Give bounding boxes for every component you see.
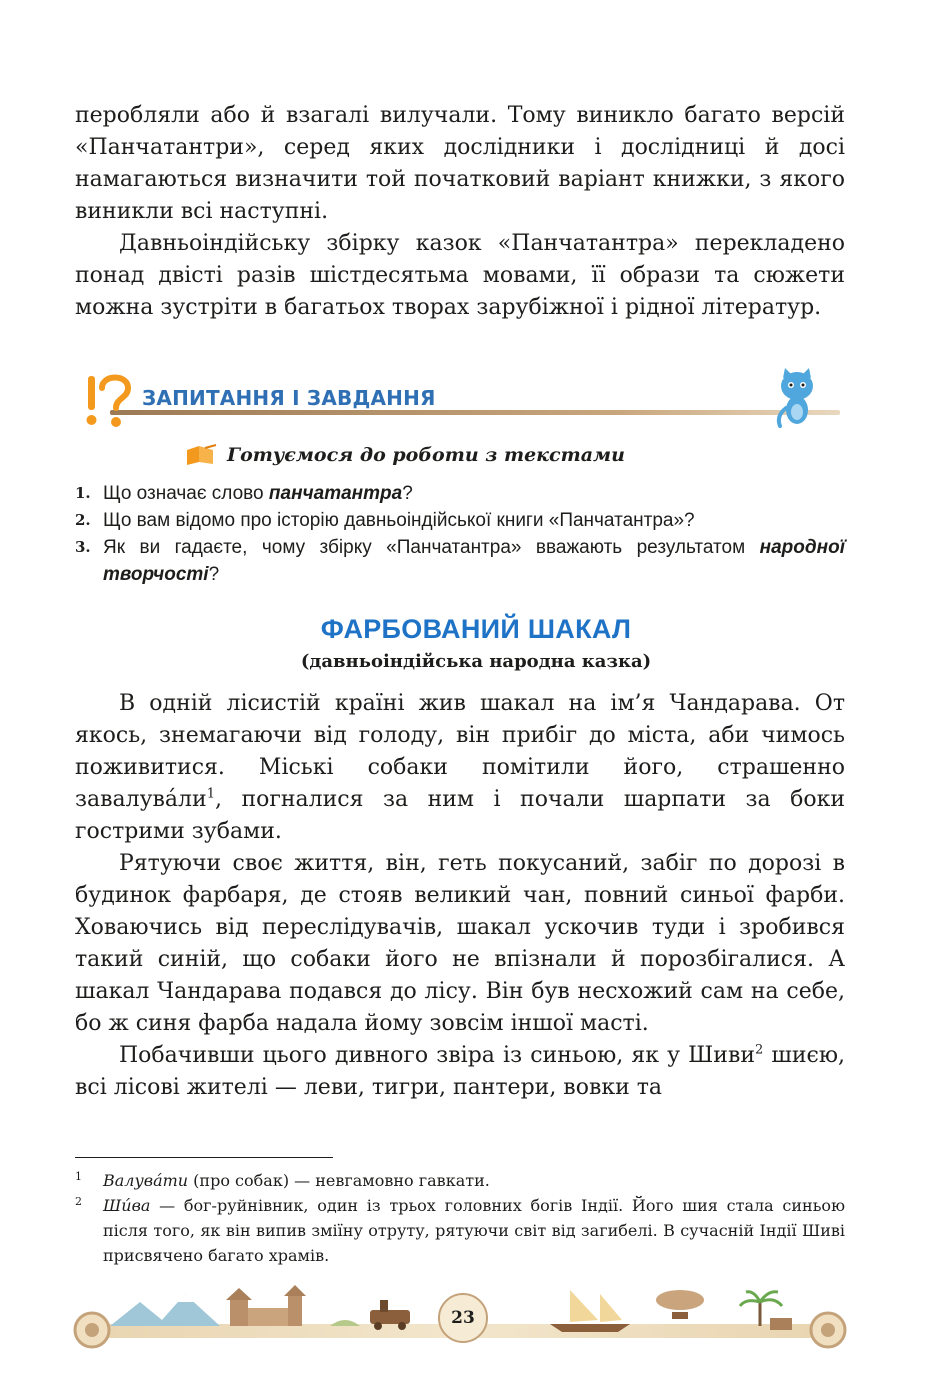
- story-title: ФАРБОВАНИЙ ШАКАЛ: [320, 614, 632, 644]
- section-title: ЗАПИТАННЯ І ЗАВДАННЯ: [142, 386, 436, 410]
- footnote-number: 1: [75, 1170, 82, 1183]
- question-number: 2.: [75, 511, 91, 529]
- question-item: 1. Що означає слово панчатантра?: [75, 480, 845, 507]
- question-number: 3.: [75, 538, 91, 556]
- story-text: [75, 688, 845, 1104]
- blue-cat-mascot-icon: [772, 368, 822, 430]
- footnote-ref: 2: [755, 1042, 764, 1058]
- subheading: [185, 444, 625, 466]
- footnotes: [75, 1168, 845, 1268]
- footnote-divider: [75, 1157, 333, 1158]
- question-item: 2. Що вам відомо про історію давньоіндійської книги «Панчатантра»?: [75, 507, 845, 534]
- questions-list: [75, 480, 845, 588]
- intro-text: [75, 100, 845, 324]
- story-paragraph-3: Побачивши цього дивного звіра із синьою, як у Шиви$^2$ шиєю, всі лісові жителі — леви, тигри, пантери, вовки та: [75, 1042, 845, 1100]
- footnote-term: Ши́ва: [103, 1196, 151, 1215]
- footnote-1: 1 Валува́ти (про собак) — невгамовно гавкати.: [75, 1168, 845, 1193]
- question-item: 3. Як ви гадаєте, чому збірку «Панчатантра» вважають результатом народної творчості?: [75, 534, 845, 588]
- story-paragraph-2: Рятуючи своє життя, він, геть покусаний, забіг по дорозі в будинок фарбаря, де стояв великий чан, повний синьої фарби. Ховаючись від переслідувачів, шакал ускочив туди і зробився такий синій, що собаки його не впізнали й порозбігалися. А шакал Чандарава подався до лісу. Він був несхожий сам на себе, бо ж синя фарба надала йому зовсім іншої масті.: [75, 851, 845, 1036]
- subheading-text: Готуємося до роботи з текстами: [227, 444, 625, 466]
- keyword: панчатантра: [268, 483, 403, 504]
- intro-paragraph-2: Давньоіндійську збірку казок «Панчатантра» перекладено понад двісті разів шістдесятьма мовами, її образи та сюжети можна зустріти в багатьох творах зарубіжної і рідної літератур.: [75, 231, 845, 320]
- page-number: 23: [438, 1293, 488, 1343]
- keyword: народної творчості: [103, 537, 845, 585]
- story-paragraph-1: В одній лісистій країні жив шакал на ім’я Чандарава. От якось, знемагаючи від голоду, він прибіг до міста, аби чимось поживитися. Міські собаки помітили його, страшенно $завалува́ли^1$, погналися за ним і почали шарпати за боки гострими зубами.: [75, 691, 845, 844]
- intro-paragraph-1: перобляли або й взагалі вилучали. Тому виникло багато версій «Панчатантри», серед яких дослідники і дослідниці й досі намагаються визначити той початковий варіант книжки, з якого виникли всі наступні.: [75, 103, 845, 224]
- footnote-ref: 1: [206, 786, 215, 802]
- question-mark-icon: [82, 370, 134, 432]
- questions-banner: [80, 368, 850, 438]
- footnote-number: 2: [75, 1195, 82, 1208]
- footnote-2: 2 Ши́ва — бог-руйнівник, один із трьох головних богів Індії. Його шия стала синьою після того, як він випив зміїну отруту, рятуючи світ від загибелі. В сучасній Індії Шиві присвячено багато храмів.: [75, 1193, 845, 1268]
- story-subtitle: (давньоіндійська народна казка): [300, 651, 652, 672]
- footnote-term: Валува́ти: [103, 1171, 189, 1190]
- question-number: 1.: [75, 484, 91, 502]
- book-icon: [185, 444, 217, 466]
